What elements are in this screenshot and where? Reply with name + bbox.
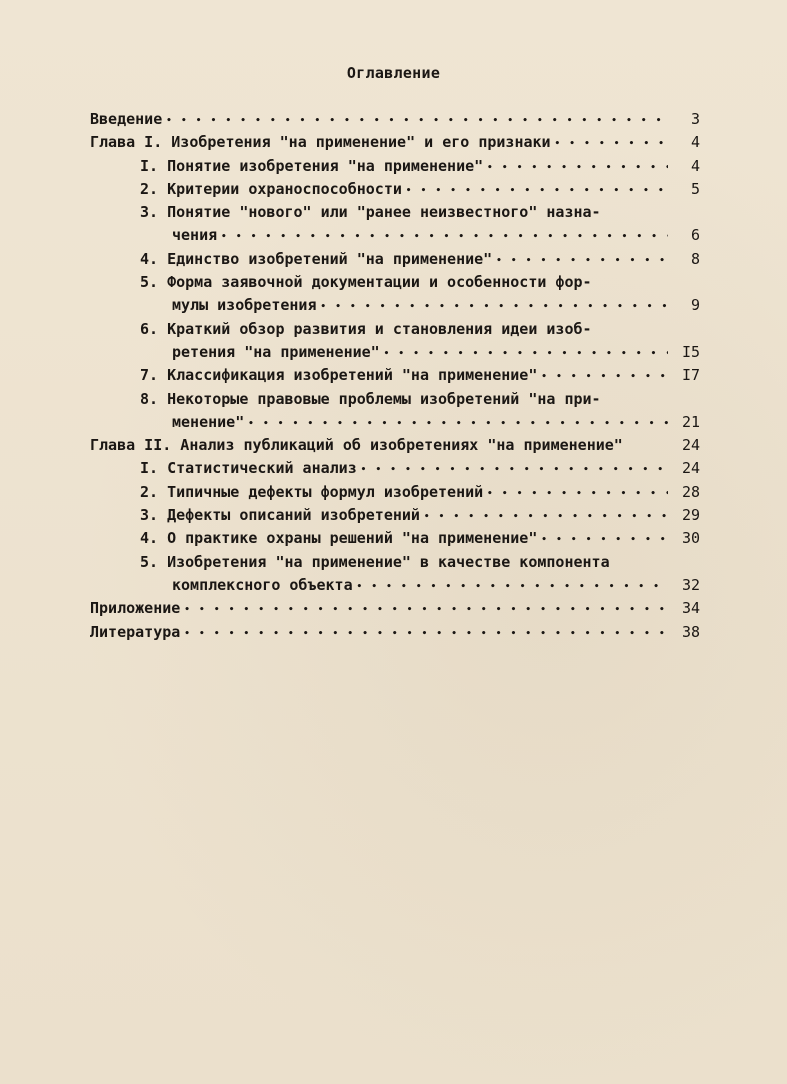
toc-page-number: 38 bbox=[681, 622, 700, 641]
toc-leader-dots bbox=[487, 157, 668, 175]
toc-entry-text: комплексного объекта bbox=[172, 575, 353, 594]
toc-leader-dots bbox=[541, 529, 668, 547]
toc-entry bbox=[90, 226, 700, 249]
toc-entry-text: 4. Единство изобретений "на применение" bbox=[140, 249, 493, 268]
toc-leader-dots bbox=[406, 180, 668, 198]
toc-entry-text: 7. Классификация изобретений "на применение" bbox=[140, 366, 538, 385]
toc-entry-text: Приложение bbox=[90, 599, 181, 618]
toc-entry-text: 2. Типичные дефекты формул изобретений bbox=[140, 482, 484, 501]
toc-entry bbox=[90, 203, 700, 226]
toc-entry bbox=[90, 436, 700, 459]
toc-entry bbox=[90, 343, 700, 366]
toc-entry bbox=[90, 506, 700, 529]
toc-leader-dots bbox=[541, 366, 668, 384]
toc-page-number: 28 bbox=[681, 482, 700, 501]
toc-page-number: 3 bbox=[690, 110, 700, 128]
toc-page-number: 9 bbox=[690, 296, 700, 315]
toc-entry-text: 3. Понятие "нового" или "ранее неизвестного" назна- bbox=[140, 203, 601, 222]
toc-page-number: 4 bbox=[690, 133, 700, 152]
toc-page-number: 32 bbox=[681, 575, 700, 594]
page-title: Оглавление bbox=[346, 64, 441, 82]
toc-entry-text: ретения "на применение" bbox=[172, 342, 380, 361]
toc-entry-text: менение" bbox=[172, 412, 245, 431]
toc-leader-dots bbox=[496, 250, 668, 268]
toc-page-number: 21 bbox=[681, 412, 700, 431]
toc-leader-dots bbox=[248, 413, 668, 431]
toc-page-number: 30 bbox=[681, 529, 700, 548]
toc-entry bbox=[90, 529, 700, 552]
toc-entry-text: Глава II. Анализ публикаций об изобретениях "на применение" bbox=[90, 436, 623, 455]
toc-entry bbox=[90, 250, 700, 273]
toc-entry bbox=[90, 133, 700, 156]
toc-entry-text: I. Понятие изобретения "на применение" bbox=[140, 156, 484, 175]
toc-entry bbox=[90, 273, 700, 296]
toc-page-number: I5 bbox=[681, 342, 700, 361]
toc-page-number: 6 bbox=[690, 226, 700, 245]
toc-entry bbox=[90, 157, 700, 180]
toc-page-number: 29 bbox=[681, 506, 700, 525]
toc-entry bbox=[90, 459, 700, 482]
toc-entry bbox=[90, 413, 700, 436]
toc-leader-dots bbox=[184, 599, 668, 617]
toc-entry bbox=[90, 320, 700, 343]
toc-entry-text: 2. Критерии охраноспособности bbox=[140, 179, 402, 198]
toc-entry-text: 3. Дефекты описаний изобретений bbox=[140, 506, 420, 525]
toc-entry-text: чения bbox=[172, 226, 218, 245]
toc-entry-text: I. Статистический анализ bbox=[140, 459, 357, 478]
toc-leader-dots bbox=[384, 343, 668, 361]
toc-entry-text: 6. Краткий обзор развития и становления идеи изоб- bbox=[140, 319, 592, 338]
toc-entry-text: мулы изобретения bbox=[172, 296, 317, 315]
toc-leader-dots bbox=[555, 133, 668, 151]
toc-leader-dots bbox=[321, 296, 669, 314]
toc-entry bbox=[90, 576, 700, 599]
toc-entry-text: Глава I. Изобретения "на применение" и его признаки bbox=[90, 133, 551, 152]
toc-leader-dots bbox=[424, 506, 668, 524]
toc-page-number: 4 bbox=[690, 156, 700, 175]
toc-leader-dots bbox=[487, 483, 668, 501]
table-of-contents bbox=[90, 110, 700, 646]
toc-entry bbox=[90, 366, 700, 389]
toc-entry bbox=[90, 296, 700, 319]
toc-entry bbox=[90, 553, 700, 576]
toc-leader-dots bbox=[357, 576, 668, 594]
toc-leader-dots bbox=[184, 623, 668, 641]
toc-entry bbox=[90, 110, 700, 133]
toc-entry bbox=[90, 390, 700, 413]
toc-page-number: 34 bbox=[681, 599, 700, 618]
toc-entry-text: 5. Изобретения "на применение" в качестве компонента bbox=[140, 552, 610, 571]
toc-entry bbox=[90, 483, 700, 506]
toc-page-number: 8 bbox=[690, 249, 700, 268]
toc-entry-text: Введение bbox=[90, 110, 163, 128]
toc-leader-dots bbox=[361, 459, 668, 477]
toc-entry-text: 4. О практике охраны решений "на применение" bbox=[140, 529, 538, 548]
toc-page-number: I7 bbox=[681, 366, 700, 385]
toc-leader-dots bbox=[166, 110, 668, 128]
toc-entry bbox=[90, 623, 700, 646]
toc-entry-text: 8. Некоторые правовые проблемы изобретений "на при- bbox=[140, 389, 601, 408]
toc-page-number: 24 bbox=[681, 459, 700, 478]
toc-entry bbox=[90, 599, 700, 622]
toc-entry-text: Литература bbox=[90, 622, 181, 641]
toc-page-number: 5 bbox=[690, 179, 700, 198]
toc-entry bbox=[90, 180, 700, 203]
toc-entry-text: 5. Форма заявочной документации и особенности фор- bbox=[140, 273, 592, 292]
toc-page-number: 24 bbox=[681, 436, 700, 455]
toc-leader-dots bbox=[221, 226, 668, 244]
